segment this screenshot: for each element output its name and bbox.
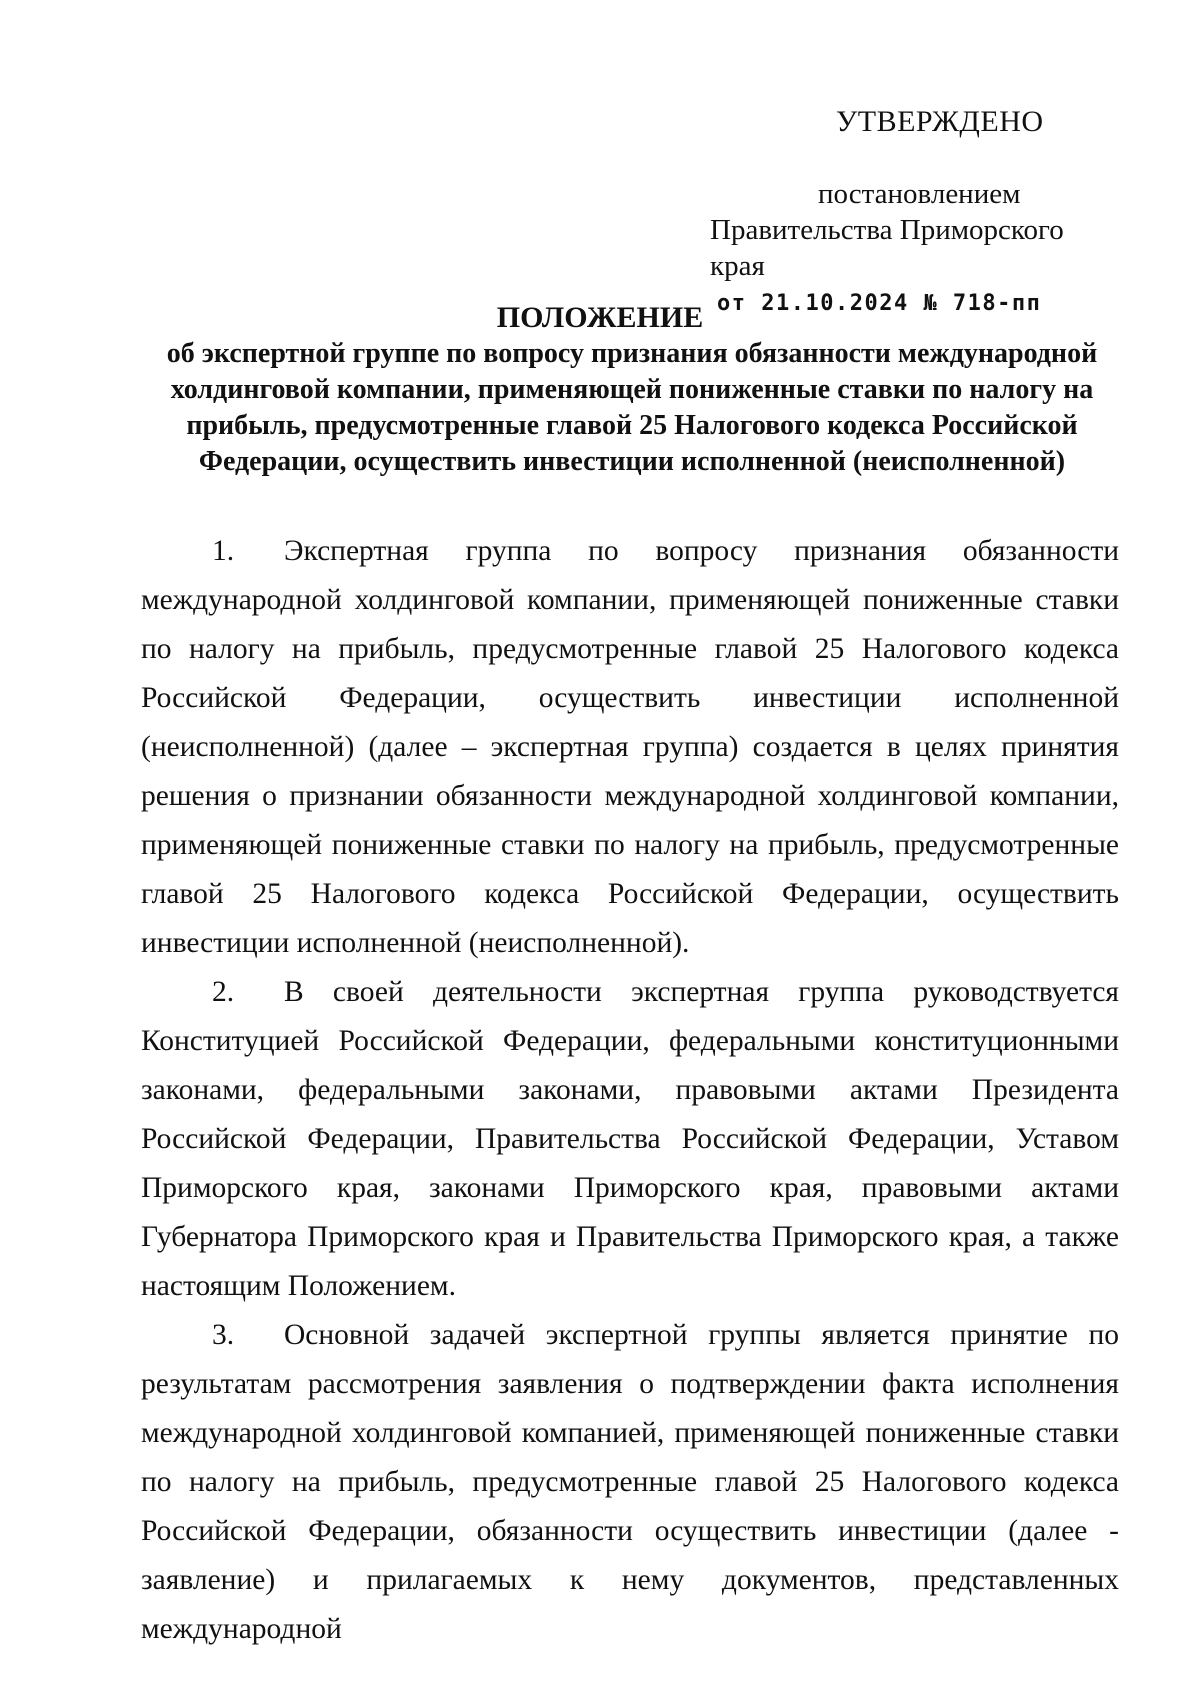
paragraph-number: 3.	[212, 1319, 235, 1351]
document-body	[141, 527, 1119, 1654]
approval-resolution-line: постановлением	[818, 178, 1021, 210]
paragraph-3	[141, 1311, 1119, 1654]
approval-stamp-heading: УТВЕРЖДЕНО	[836, 105, 1044, 138]
approval-government-line: Правительства Приморского края	[710, 214, 1064, 282]
paragraph-text: В своей деятельности экспертная группа руководствуется Конституцией Российской Федерации, федеральными конституционными законами, федеральными законами, правовыми актами Президента Российской Федерации, Правительства Российской Федерации, Уставом Приморского края, законами Приморского края, правовыми актами Губернатора Приморского края и Правительства Приморского края, а также настоящим Положением.	[141, 976, 1119, 1302]
document-subtitle: об экспертной группе по вопросу признания обязанности международной холдинговой компании, применяющей пониженные ставки по налогу на прибыль, предусмотренные главой 25 Налогового кодекса Российской Федерации, осуществить инвестиции исполненной (неисполненной)	[166, 338, 1098, 477]
paragraph-number: 2.	[212, 976, 235, 1008]
approval-date-number: от 21.10.2024 № 718-пп	[717, 291, 1042, 316]
paragraph-text: Экспертная группа по вопросу признания обязанности международной холдинговой компании, применяющей пониженные ставки по налогу на прибыль, предусмотренные главой 25 Налогового кодекса Российской Федерации, осуществить инвестиции исполненной (неисполненной) (далее – экспертная группа) создается в целях принятия решения о признании обязанности международной холдинговой компании, применяющей пониженные ставки по налогу на прибыль, предусмотренные главой 25 Налогового кодекса Российской Федерации, осуществить инвестиции исполненной (неисполненной).	[141, 535, 1119, 959]
document-title: ПОЛОЖЕНИЕ	[496, 301, 704, 334]
paragraph-2	[141, 968, 1119, 1311]
paragraph-number: 1.	[212, 535, 235, 567]
paragraph-text: Основной задачей экспертной группы является принятие по результатам рассмотрения заявления о подтверждении факта исполнения международной холдинговой компанией, применяющей пониженные ставки по налогу на прибыль, предусмотренные главой 25 Налогового кодекса Российской Федерации, обязанности осуществить инвестиции (далее - заявление) и прилагаемых к нему документов, представленных международной	[141, 1319, 1119, 1645]
paragraph-1	[141, 527, 1119, 968]
